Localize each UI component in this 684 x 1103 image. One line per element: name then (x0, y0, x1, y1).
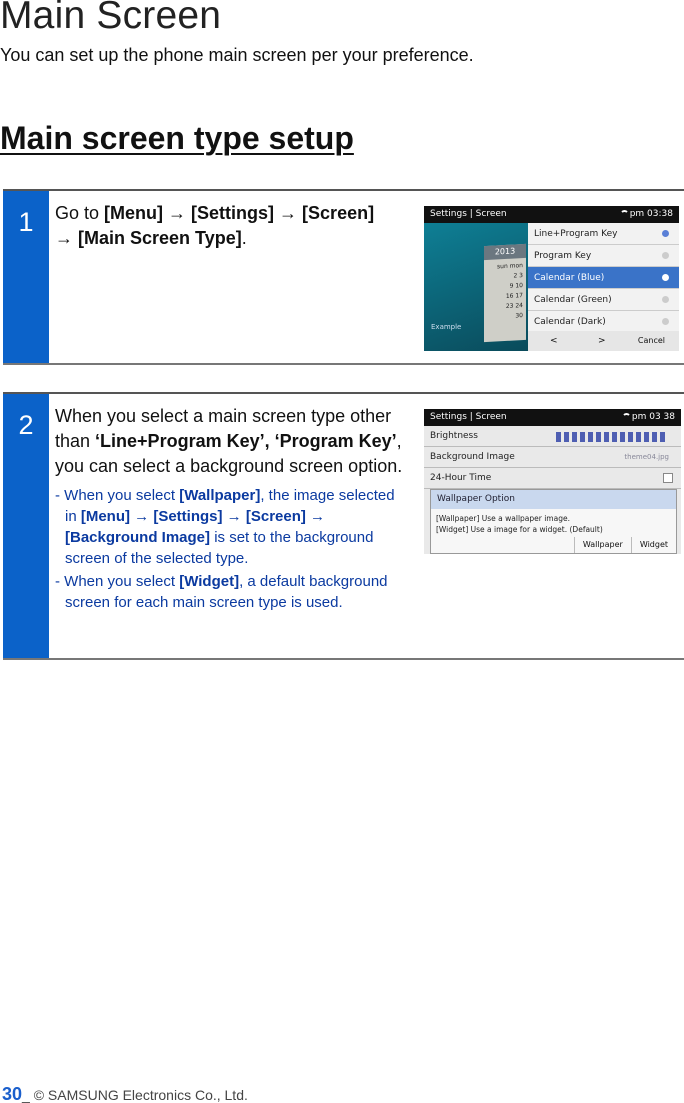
status-time: pm 03:38 (629, 209, 673, 219)
menu-path: [Wallpaper] (179, 487, 261, 504)
status-bar (424, 409, 681, 426)
arrow-icon: → (274, 203, 303, 223)
option-label: Line+Program Key (534, 229, 618, 239)
menu-path: [Screen] (302, 203, 375, 223)
setting-label: 24-Hour Time (430, 473, 492, 483)
section-title: Main screen type setup (0, 120, 354, 156)
page-subtitle: You can set up the phone main screen per your preference. (0, 45, 474, 65)
menu-path: [Background Image] (65, 529, 211, 546)
text-segment: is set to the background screen of the selected type. (65, 529, 374, 567)
wifi-icon (622, 413, 631, 422)
option-program-key[interactable] (528, 245, 679, 267)
setting-label: Brightness (430, 431, 478, 441)
menu-path: [Settings] (153, 508, 223, 525)
preview-background (424, 223, 534, 351)
text-segment: , the image selected in (65, 487, 395, 525)
wallpaper-option-dialog (430, 489, 677, 554)
note-widget (55, 571, 410, 613)
arrow-icon: → (222, 508, 246, 525)
option-calendar-green[interactable] (528, 289, 679, 311)
option-line-program-key[interactable] (528, 223, 679, 245)
wallpaper-option-screenshot (424, 409, 681, 554)
footer-separator: _ (22, 1087, 30, 1103)
radio-icon (662, 252, 669, 259)
status-bar (424, 206, 679, 223)
page-number: 30 (2, 1084, 23, 1103)
menu-path: [Widget] (179, 573, 240, 590)
calendar-preview (484, 244, 526, 342)
setting-value: theme04.jpg (624, 453, 669, 461)
text-segment: , you can select a background screen option. (55, 431, 403, 476)
radio-icon (662, 274, 669, 281)
text-segment: . (241, 228, 247, 248)
copyright: © SAMSUNG Electronics Co., Ltd. (29, 1087, 248, 1103)
setting-label: Background Image (430, 452, 515, 462)
setting-24-hour-time[interactable] (424, 468, 681, 489)
text-segment: When you select a main screen type other than (55, 406, 392, 451)
arrow-icon: → (163, 203, 192, 223)
arrow-icon: → (305, 508, 326, 525)
setting-background-image[interactable] (424, 447, 681, 468)
dialog-title: Wallpaper Option (431, 490, 676, 509)
calendar-grid (484, 258, 526, 326)
calendar-row: 2 3 (513, 272, 523, 280)
wallpaper-button[interactable]: Wallpaper (574, 537, 631, 553)
option-label: Program Key (534, 251, 592, 261)
arrow-icon: → (55, 228, 79, 248)
main-screen-type-screenshot (424, 206, 679, 351)
step-2 (3, 392, 684, 660)
step-number: 2 (3, 394, 49, 658)
type-options-list (528, 223, 679, 331)
option-calendar-dark[interactable] (528, 311, 679, 333)
menu-path: [Screen] (245, 508, 306, 525)
text-segment: - When you select (55, 573, 180, 590)
cancel-button[interactable]: Cancel (637, 336, 665, 345)
dialog-line: [Widget] Use a image for a widget. (Default) (436, 525, 603, 534)
chevron-right-icon[interactable]: > (598, 336, 606, 346)
note-wallpaper (55, 485, 410, 569)
status-time: pm 03 38 (631, 412, 675, 422)
chevron-left-icon[interactable]: < (550, 336, 558, 346)
brightness-bars (556, 432, 668, 442)
radio-icon (662, 230, 669, 237)
bottom-bar (528, 331, 679, 351)
text-segment: - When you select (55, 487, 180, 504)
page-title: Main Screen (0, 0, 222, 37)
wifi-icon (620, 210, 629, 219)
step-1 (3, 189, 684, 365)
menu-path: [Menu] (80, 508, 130, 525)
calendar-year: 2013 (484, 244, 526, 260)
dialog-line: [Wallpaper] Use a wallpaper image. (436, 514, 570, 523)
calendar-row: 9 10 (509, 282, 523, 290)
step-text (55, 404, 410, 615)
status-title: Settings | Screen (430, 412, 507, 422)
step-text (55, 201, 410, 251)
option-label: Calendar (Dark) (534, 317, 606, 327)
calendar-row: 30 (515, 312, 523, 320)
page-footer (2, 1084, 248, 1103)
checkbox-icon[interactable] (663, 473, 673, 483)
radio-icon (662, 318, 669, 325)
menu-path: [Main Screen Type] (78, 228, 242, 248)
option-label: Calendar (Green) (534, 295, 612, 305)
type-names: ‘Line+Program Key’, ‘Program Key’ (95, 431, 397, 451)
widget-button[interactable]: Widget (631, 537, 676, 553)
calendar-days: sun mon (497, 262, 523, 271)
menu-path: [Settings] (191, 203, 275, 223)
radio-icon (662, 296, 669, 303)
text-segment: , a default background screen for each main screen type is used. (65, 573, 388, 611)
setting-brightness[interactable] (424, 426, 681, 447)
dialog-body (431, 509, 676, 539)
calendar-row: 23 24 (505, 302, 523, 310)
menu-path: [Menu] (104, 203, 164, 223)
calendar-row: 16 17 (505, 292, 523, 300)
status-title: Settings | Screen (430, 209, 507, 219)
text-segment: Go to (55, 203, 105, 223)
step-notes (55, 485, 410, 613)
option-calendar-blue[interactable] (528, 267, 679, 289)
option-label: Calendar (Blue) (534, 273, 605, 283)
example-label: Example (431, 323, 462, 331)
dialog-buttons (574, 537, 676, 553)
arrow-icon: → (130, 508, 154, 525)
step-number: 1 (3, 191, 49, 363)
